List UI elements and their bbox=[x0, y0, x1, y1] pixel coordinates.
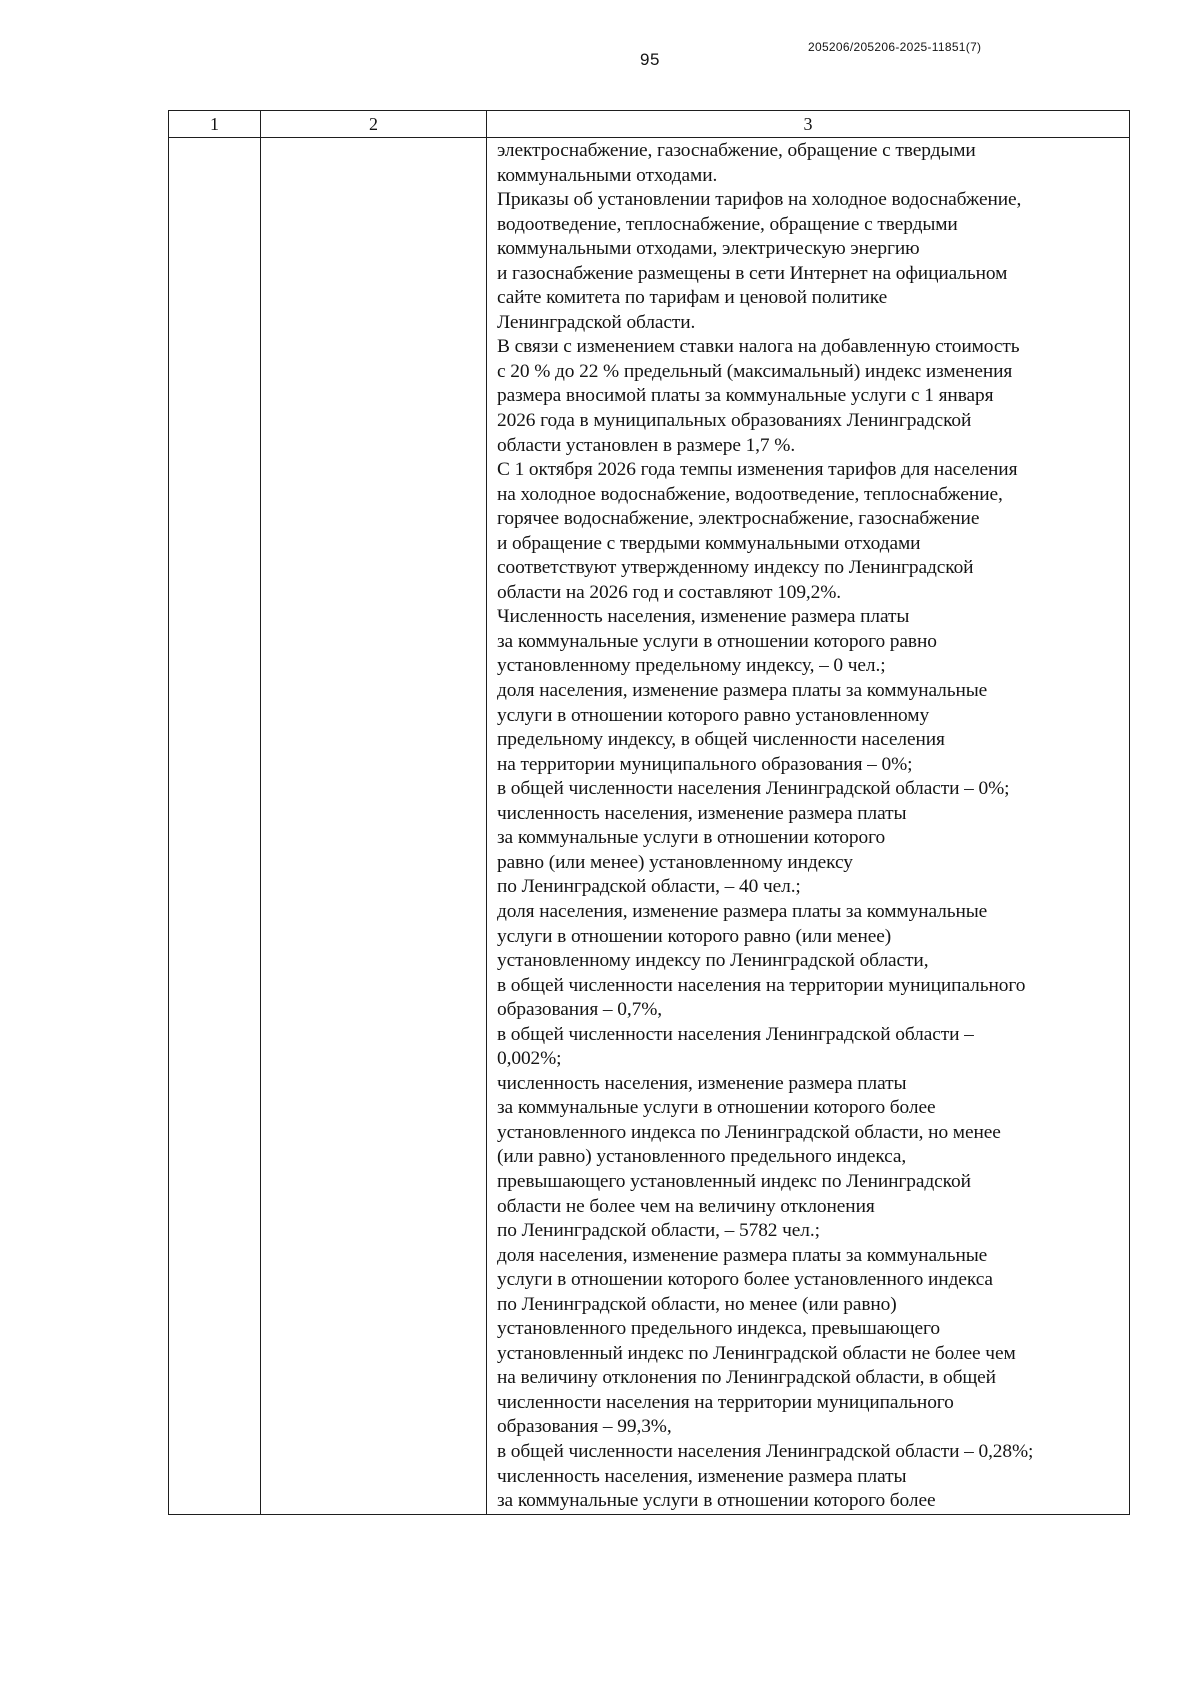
table-row bbox=[169, 138, 1130, 1515]
column-header-1: 1 bbox=[169, 111, 261, 138]
cell-col-2 bbox=[261, 138, 487, 1515]
document-table bbox=[168, 110, 1130, 1515]
page-number: 95 bbox=[640, 50, 660, 69]
table-header-row bbox=[169, 111, 1130, 138]
document-id: 205206/205206-2025-11851(7) bbox=[808, 40, 982, 54]
cell-col-3-text: электроснабжение, газоснабжение, обращение с твердыми коммунальными отходами. Приказы об установлении тарифов на холодное водоснабжение, водоотведение, теплоснабжение, обращение с твердыми коммунальными отходами, электрическую энергию и газоснабжение размещены в сети Интернет на официальном сайте комитета по тарифам и ценовой политике Ленинградской области. В связи с изменением ставки налога на добавленную стоимость с 20 % до 22 % предельный (максимальный) индекс изменения размера вносимой платы за коммунальные услуги с 1 января 2026 года в муниципальных образованиях Ленинградской области установлен в размере 1,7 %. С 1 октября 2026 года темпы изменения тарифов для населения на холодное водоснабжение, водоотведение, теплоснабжение, горячее водоснабжение, электроснабжение, газоснабжение и обращение с твердыми коммунальными отходами соответствуют утвержденному индексу по Ленинградской области на 2026 год и составляют 109,2%. Численность населения, изменение размера платы за коммунальные услуги в отношении которого равно установленному предельному индексу, – 0 чел.; доля населения, изменение размера платы за коммунальные услуги в отношении которого равно установленному предельному индексу, в общей численности населения на территории муниципального образования – 0%; в общей численности населения Ленинградской области – 0%; численность населения, изменение размера платы за коммунальные услуги в отношении которого равно (или менее) установленному индексу по Ленинградской области, – 40 чел.; доля населения, изменение размера платы за коммунальные услуги в отношении которого равно (или менее) установленному индексу по Ленинградской области, в общей численности населения на территории муниципального образования – 0,7%, в общей численности населения Ленинградской области – 0,002%; численность населения, изменение размера платы за коммунальные услуги в отношении которого более установленного индекса по Ленинградской области, но менее (или равно) установленного предельного индекса, превышающего установленный индекс по Ленинградской области не более чем на величину отклонения по Ленинградской области, – 5782 чел.; доля населения, изменение размера платы за коммунальные услуги в отношении которого более установленного индекса по Ленинградской области, но менее (или равно) установленного предельного индекса, превышающего установленный индекс по Ленинградской области не более чем на величину отклонения по Ленинградской области, в общей численности населения на территории муниципального образования – 99,3%, в общей численности населения Ленинградской области – 0,28%; численность населения, изменение размера платы за коммунальные услуги в отношении которого более bbox=[497, 140, 1034, 1512]
column-header-2: 2 bbox=[261, 111, 487, 138]
cell-col-3 bbox=[487, 138, 1130, 1515]
column-header-3: 3 bbox=[487, 111, 1130, 138]
cell-col-1 bbox=[169, 138, 261, 1515]
